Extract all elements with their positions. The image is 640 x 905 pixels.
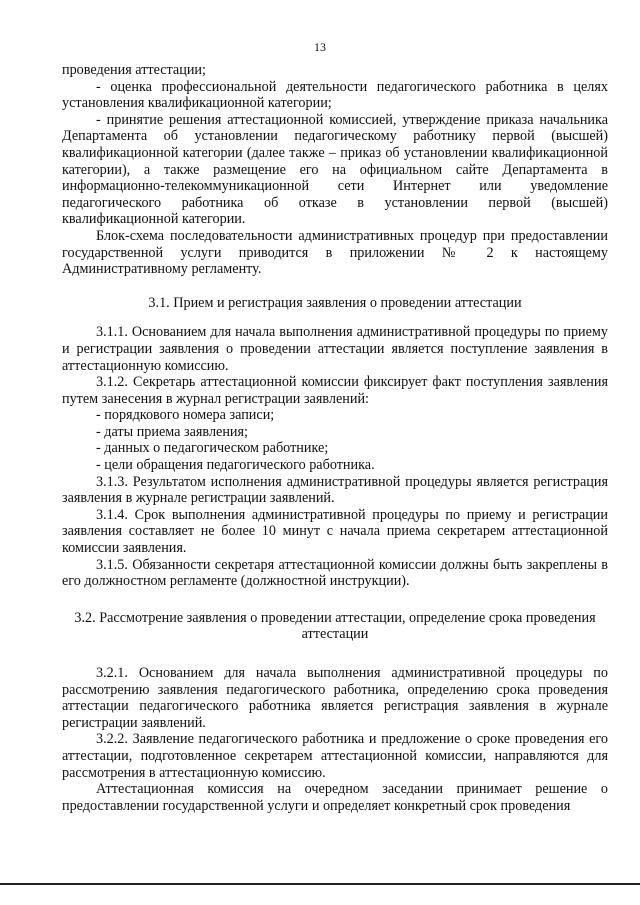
list-item: - оценка профессиональной деятельности педагогического работника в целях установления квалификационной категории; bbox=[62, 78, 608, 112]
paragraph: 3.1.2. Секретарь аттестационной комиссии фиксирует факт поступления заявления путем занесения в журнал регистрации заявлений: bbox=[62, 374, 608, 407]
list-item: - данных о педагогическом работнике; bbox=[96, 440, 329, 457]
paragraph: Аттестационная комиссия на очередном заседании принимает решение о предоставлении государственной услуги и определяет конкретный срок проведения bbox=[62, 781, 608, 814]
section-heading-3-2: 3.2. Рассмотрение заявления о проведении аттестации, определение срока проведения аттестации bbox=[74, 609, 596, 643]
paragraph: 3.1.3. Результатом исполнения административной процедуры является регистрация заявления в журнале регистрации заявлений. bbox=[62, 473, 608, 507]
paragraph: 3.1.4. Срок выполнения административной процедуры по приему и регистрации заявления составляет не более 10 минут с начала приема секретарем аттестационной комиссии заявления. bbox=[62, 506, 608, 557]
paragraph: Блок-схема последовательности административных процедур при предоставлении государственной услуги приводится в приложении № 2 к настоящему Административному регламенту. bbox=[62, 227, 608, 278]
paragraph: проведения аттестации; bbox=[62, 62, 206, 78]
page-number: 13 bbox=[314, 40, 326, 54]
paragraph: 3.1.1. Основанием для начала выполнения административной процедуры по приему и регистрации заявления о проведении аттестации является поступление заявления в аттестационную комиссию. bbox=[62, 324, 608, 374]
paragraph: 3.2.1. Основанием для начала выполнения административной процедуры по рассмотрению заявления педагогического работника, определению срока проведения аттестации педагогического работника является регистрация заявления в журнале регистрации заявлений. bbox=[62, 665, 608, 731]
list-item: - порядкового номера записи; bbox=[96, 407, 275, 424]
paragraph: 3.2.2. Заявление педагогического работника и предложение о сроке проведения его аттестации, подготовленное секретарем аттестационной комиссии, направляются для рассмотрения в аттестационную комиссию. bbox=[62, 731, 608, 781]
list-item: - принятие решения аттестационной комиссией, утверждение приказа начальника Департамента об установлении педагогическому работнику первой (высшей) квалификационной категории (далее также – приказ об установлении квалификационной категории), а также размещение его на официальном сайте Департамента в информационно-телекоммуникационной сети Интернет или уведомление педагогического работника об отказе в установлении первой (высшей) квалификационной категории. bbox=[62, 111, 608, 228]
page-bottom-rule bbox=[0, 883, 640, 885]
list-item: - цели обращения педагогического работника. bbox=[96, 457, 375, 474]
section-heading-3-1: 3.1. Прием и регистрация заявления о проведении аттестации bbox=[148, 294, 522, 311]
document-body bbox=[62, 62, 608, 814]
list-item: - даты приема заявления; bbox=[96, 423, 248, 440]
paragraph: 3.1.5. Обязанности секретаря аттестационной комиссии должны быть закреплены в его должностном регламенте (должностной инструкции). bbox=[62, 556, 608, 590]
